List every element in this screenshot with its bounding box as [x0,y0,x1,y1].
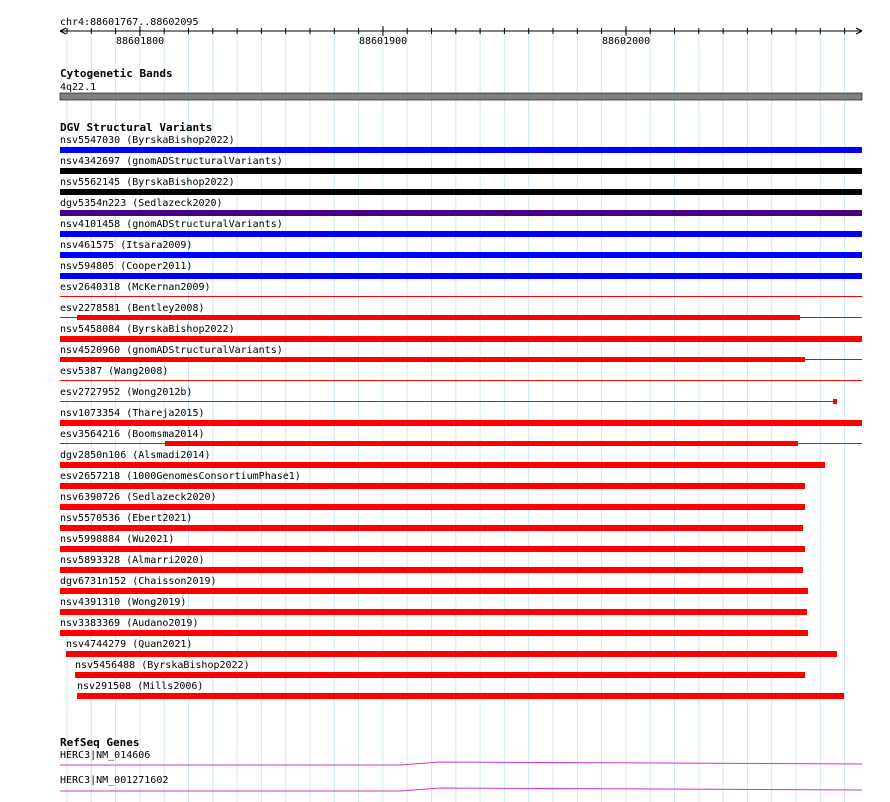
dgv-feature-bar[interactable] [60,252,862,258]
dgv-feature-label: dgv5354n223 (Sedlazeck2020) [60,198,223,209]
dgv-feature-row [60,303,862,320]
dgv-feature-label: esv3564216 (Boomsma2014) [60,429,205,440]
dgv-feature-label: nsv6390726 (Sedlazeck2020) [60,492,217,503]
cytoband-label: 4q22.1 [60,82,97,93]
dgv-feature-row [60,576,808,594]
dgv-feature-label: nsv4744279 (Quan2021) [66,639,193,650]
dgv-feature-row [75,660,805,678]
dgv-feature-label: dgv6731n152 (Chaisson2019) [60,576,217,587]
refseq-gene-row [60,775,862,791]
dgv-feature-label: nsv5893328 (Almarri2020) [60,555,205,566]
dgv-feature-label: dgv2850n106 (Alsmadi2014) [60,450,211,461]
dgv-feature-label: nsv4342697 (gnomADStructuralVariants) [60,156,283,167]
dgv-feature-row [60,261,862,279]
dgv-feature-bar[interactable] [60,483,805,489]
dgv-feature-label: nsv594805 (Cooper2011) [60,261,193,272]
dgv-feature-label: nsv4101458 (gnomADStructuralVariants) [60,219,283,230]
ruler-track [60,17,862,47]
dgv-feature-label: nsv5458084 (ByrskaBishop2022) [60,324,235,335]
dgv-feature-row [60,492,805,510]
dgv-feature-list [60,135,862,699]
dgv-feature-bar[interactable] [60,210,862,216]
dgv-feature-label: esv2727952 (Wong2012b) [60,387,193,398]
dgv-feature-bar[interactable] [60,147,862,153]
dgv-feature-bar[interactable] [77,693,844,699]
dgv-feature-bar[interactable] [60,462,825,468]
dgv-feature-bar[interactable] [60,546,805,552]
dgv-feature-label: esv2278581 (Bentley2008) [60,303,205,314]
refseq-gene-list [60,750,862,791]
dgv-feature-label: esv5387 (Wang2008) [60,366,169,377]
refseq-gene-model[interactable] [60,788,862,791]
dgv-feature-bar[interactable] [60,380,862,381]
dgv-feature-bar[interactable] [60,567,803,573]
dgv-feature-bar[interactable] [165,441,798,446]
dgv-feature-label: nsv291508 (Mills2006) [77,681,204,692]
refseq-track-title: RefSeq Genes [60,736,140,749]
dgv-feature-row [77,681,844,699]
dgv-feature-bar[interactable] [60,273,862,279]
dgv-feature-row [60,597,807,615]
dgv-feature-bar[interactable] [77,315,800,320]
dgv-feature-row [60,198,862,216]
dgv-feature-bar[interactable] [66,651,837,657]
refseq-gene-model[interactable] [60,762,862,765]
cytoband-track-title: Cytogenetic Bands [60,67,173,80]
dgv-feature-bar[interactable] [60,504,805,510]
dgv-feature-label: nsv5547030 (ByrskaBishop2022) [60,135,235,146]
dgv-feature-bar[interactable] [60,609,807,615]
ruler-tick-label: 88602000 [602,36,651,47]
ruler-range-label: chr4:88601767..88602095 [60,17,199,28]
dgv-feature-row [60,366,862,381]
dgv-feature-label: nsv4391310 (Wong2019) [60,597,187,608]
ruler-tick-label: 88601800 [116,36,165,47]
cytoband-bar[interactable] [60,93,862,100]
dgv-feature-row [60,282,862,297]
dgv-feature-bar[interactable] [60,630,808,636]
refseq-track [60,736,862,791]
dgv-feature-row [60,408,862,426]
dgv-track-title: DGV Structural Variants [60,121,213,134]
dgv-feature-label: nsv5570536 (Ebert2021) [60,513,193,524]
dgv-feature-row [60,345,862,362]
dgv-feature-label: nsv1073354 (Thareja2015) [60,408,205,419]
dgv-feature-bar[interactable] [60,336,862,342]
dgv-feature-bar[interactable] [60,168,862,174]
dgv-feature-bar[interactable] [60,231,862,237]
dgv-feature-row [60,240,862,258]
dgv-feature-label: nsv5456488 (ByrskaBishop2022) [75,660,250,671]
dgv-feature-bar[interactable] [60,588,808,594]
ruler-tick-labels [116,26,650,47]
dgv-feature-row [60,471,805,489]
dgv-feature-bar[interactable] [60,357,805,362]
dgv-feature-bar[interactable] [60,296,862,297]
dgv-track [60,121,862,699]
dgv-feature-label: esv2657218 (1000GenomesConsortiumPhase1) [60,471,301,482]
dgv-feature-label: nsv4520960 (gnomADStructuralVariants) [60,345,283,356]
dgv-feature-row [60,177,862,195]
ruler-tick-label: 88601900 [359,36,408,47]
dgv-feature-label: nsv5562145 (ByrskaBishop2022) [60,177,235,188]
refseq-gene-row [60,750,862,765]
dgv-feature-row [60,618,808,636]
dgv-feature-row [60,534,805,552]
dgv-feature-row [66,639,837,657]
dgv-feature-label: nsv461575 (Itsara2009) [60,240,193,251]
dgv-feature-bar[interactable] [75,672,805,678]
refseq-gene-label: HERC3|NM_001271602 [60,775,169,786]
dgv-feature-label: nsv3383369 (Audano2019) [60,618,199,629]
dgv-feature-label: esv2640318 (McKernan2009) [60,282,211,293]
dgv-feature-row [60,450,825,468]
refseq-gene-label: HERC3|NM_014606 [60,750,151,761]
cytoband-track [60,67,862,100]
dgv-feature-row [60,219,862,237]
dgv-feature-bar[interactable] [60,189,862,195]
dgv-feature-bar[interactable] [60,420,862,426]
dgv-feature-label: nsv5998884 (Wu2021) [60,534,175,545]
dgv-feature-bar[interactable] [60,525,803,531]
dgv-feature-row [60,156,862,174]
dgv-feature-row [60,429,862,446]
dgv-feature-row [60,387,837,404]
dgv-feature-row [60,135,862,153]
dgv-feature-row [60,324,862,342]
dgv-feature-bar[interactable] [833,399,837,404]
